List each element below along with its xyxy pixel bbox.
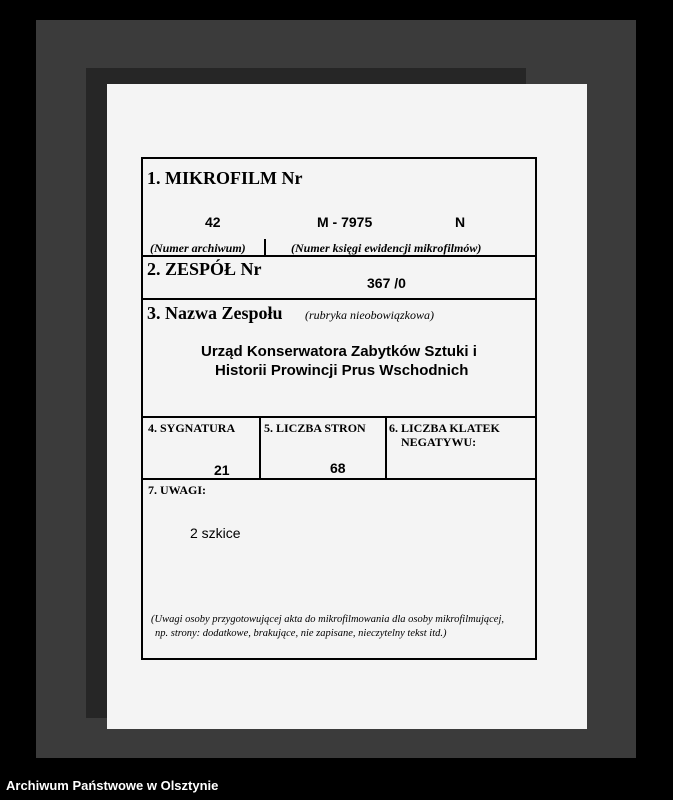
archive-footer: Archiwum Państwowe w Olsztynie <box>6 778 219 793</box>
divider-4 <box>143 478 535 480</box>
liczba-stron-value: 68 <box>330 460 346 476</box>
uwagi-note-line-1: (Uwagi osoby przygotowującej akta do mikrofilmowania dla osoby mikrofilmującej, <box>151 614 504 625</box>
zespol-heading: 2. ZESPÓŁ Nr <box>147 259 262 279</box>
archive-number: 42 <box>205 214 221 230</box>
divider-2 <box>143 298 535 300</box>
microfilm-form <box>141 157 537 660</box>
archive-number-label: (Numer archiwum) <box>150 241 246 255</box>
register-letter: N <box>455 214 466 230</box>
liczba-klatek-heading-2: NEGATYWU: <box>401 435 477 449</box>
liczba-stron-heading: 5. LICZBA STRON <box>264 421 366 435</box>
label-divider <box>264 239 266 255</box>
register-number-label: (Numer księgi ewidencji mikrofilmów) <box>291 241 482 255</box>
col-divider-1 <box>259 416 261 478</box>
sygnatura-value: 21 <box>214 462 230 478</box>
sygnatura-heading: 4. SYGNATURA <box>148 421 236 435</box>
zespol-number: 367 /0 <box>367 275 406 291</box>
register-number: M - 7975 <box>317 214 373 230</box>
col-divider-2 <box>385 416 387 478</box>
mikrofilm-heading: 1. MIKROFILM Nr <box>147 168 303 188</box>
nazwa-optional-note: (rubryka nieobowiązkowa) <box>305 308 434 322</box>
divider-3 <box>143 416 535 418</box>
uwagi-value: 2 szkice <box>190 525 241 541</box>
divider-1 <box>143 255 535 257</box>
nazwa-line-1: Urząd Konserwatora Zabytków Sztuki i <box>201 343 477 360</box>
liczba-klatek-heading-1: 6. LICZBA KLATEK <box>389 421 500 435</box>
uwagi-heading: 7. UWAGI: <box>148 483 207 497</box>
uwagi-note-line-2: np. strony: dodatkowe, brakujące, nie zapisane, nieczytelny tekst itd.) <box>155 628 447 639</box>
nazwa-line-2: Historii Prowincji Prus Wschodnich <box>215 362 469 379</box>
nazwa-heading: 3. Nazwa Zespołu <box>147 303 283 323</box>
